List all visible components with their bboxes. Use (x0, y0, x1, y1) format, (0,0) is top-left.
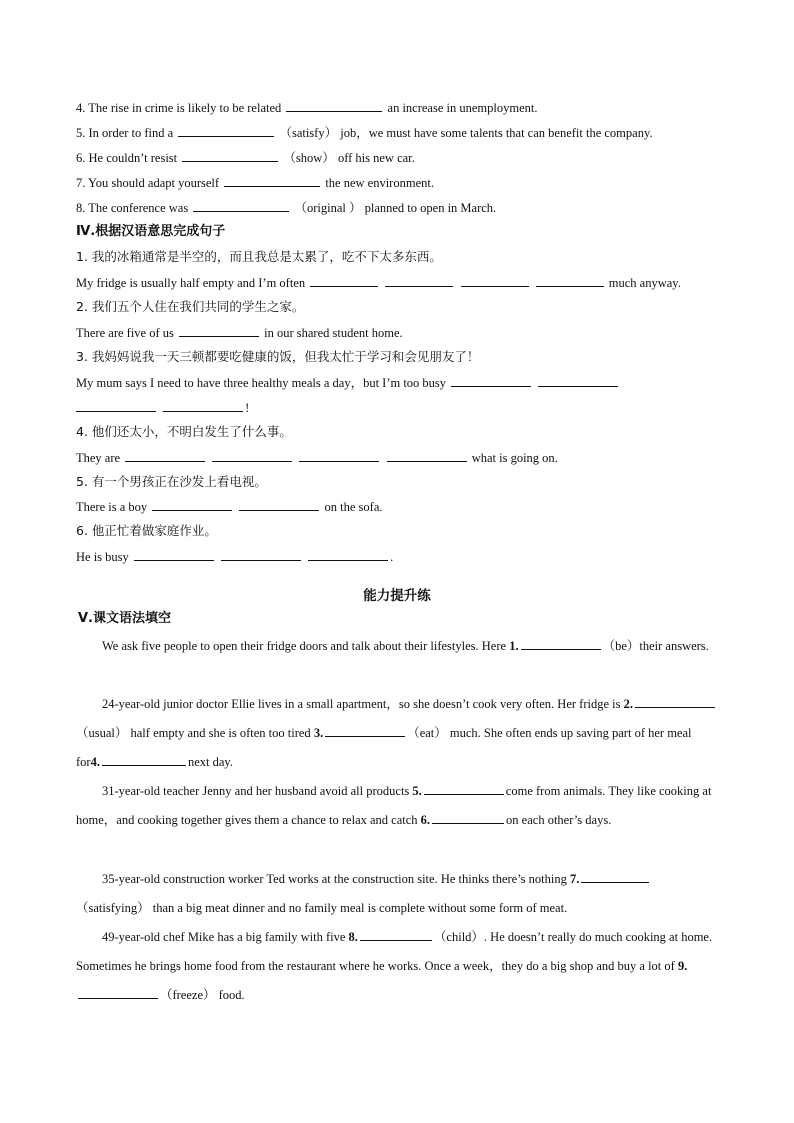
sentence-text: There is a boy (76, 500, 148, 514)
sentence-text: My fridge is usually half empty and I’m often (76, 276, 306, 290)
answer-blank-5[interactable] (424, 782, 504, 795)
answer-blank[interactable] (286, 99, 382, 112)
sentence-text: My mum says I need to have three healthy meals a day，but I’m too busy (76, 376, 447, 390)
question-6-english (76, 548, 393, 565)
passage-text: 24-year-old junior doctor Ellie lives in a small apartment，so she doesn’t cook very often. Her fridge is (102, 697, 621, 711)
word-hint: （original ） (294, 201, 362, 215)
item-text: 8. The conference was (76, 201, 189, 215)
word-hint: （show） (283, 151, 335, 165)
section-heading-4: Ⅳ.根据汉语意思完成句子 (76, 224, 226, 239)
sentence-text: . (390, 550, 394, 564)
answer-blank[interactable] (182, 149, 278, 162)
item-text: off his new car. (337, 151, 415, 165)
answer-blank-7[interactable] (581, 870, 649, 883)
passage-paragraph-2 (76, 690, 718, 778)
passage-text: （child）. He doesn’t really do much cooking at home. Sometimes he brings home food from the restaurant where he works. Once a week，they do a big shop and buy a lot of (76, 930, 713, 974)
item-text: job，we must have some talents that can benefit the company. (340, 126, 653, 140)
passage-paragraph-4 (76, 865, 718, 923)
sentence-text: He is busy (76, 550, 129, 564)
sentence-text: on the sofa. (324, 500, 383, 514)
answer-blank[interactable] (76, 399, 156, 412)
passage-text: （usual） half empty and she is often too tired (76, 726, 311, 741)
question-2-english (76, 324, 403, 341)
passage-text: 49-year-old chef Mike has a big family with five (102, 930, 346, 944)
question-3-chinese: 3. 我妈妈说我一天三顿都要吃健康的饭，但我太忙于学习和会见朋友了！ (76, 349, 480, 364)
answer-blank-3[interactable] (325, 724, 405, 737)
question-4-chinese: 4. 他们还太小，不明白发生了什么事。 (76, 424, 292, 439)
passage-text: 35-year-old construction worker Ted works at the construction site. He thinks there’s nothing (102, 872, 567, 886)
answer-blank-6[interactable] (432, 811, 504, 824)
item-text: planned to open in March. (364, 201, 497, 215)
answer-blank[interactable] (163, 399, 243, 412)
sentence-text: ! (245, 401, 250, 415)
answer-blank[interactable] (310, 274, 378, 287)
answer-blank[interactable] (152, 498, 232, 511)
question-3-english (76, 374, 620, 391)
answer-blank[interactable] (536, 274, 604, 287)
exercise-item-7 (76, 174, 434, 191)
sentence-text: They are (76, 451, 121, 465)
passage-text: come from animals. They like cooking at home，and cooking together gives them a chance to relax and catch (76, 784, 712, 828)
sentence-text: There are five of us (76, 326, 174, 340)
question-2-chinese: 2. 我们五个人住在我们共同的学生之家。 (76, 299, 305, 314)
question-4-english (76, 449, 558, 466)
answer-blank-8[interactable] (360, 928, 432, 941)
answer-blank[interactable] (451, 374, 531, 387)
question-6-chinese: 6. 他正忙着做家庭作业。 (76, 523, 217, 538)
blank-number: 8. (348, 930, 358, 944)
item-text: 7. You should adapt yourself (76, 176, 220, 190)
item-text: 4. The rise in crime is likely to be related (76, 101, 282, 115)
passage-text: We ask five people to open their fridge doors and talk about their lifestyles. Here (102, 639, 507, 653)
item-text: the new environment. (325, 176, 434, 190)
answer-blank[interactable] (461, 274, 529, 287)
passage-paragraph-3 (76, 777, 718, 835)
exercise-item-4 (76, 99, 537, 116)
blank-number: 5. (412, 784, 422, 798)
passage-text: 31-year-old teacher Jenny and her husband avoid all products (102, 784, 410, 798)
passage-text: （be）their answers. (602, 639, 709, 653)
question-1-english (76, 274, 681, 291)
question-5-chinese: 5. 有一个男孩正在沙发上看电视。 (76, 474, 267, 489)
blank-number: 2. (623, 697, 633, 711)
blank-number: 7. (569, 872, 580, 886)
answer-blank[interactable] (134, 548, 214, 561)
exercise-item-6 (76, 149, 415, 166)
answer-blank[interactable] (385, 274, 453, 287)
answer-blank[interactable] (224, 174, 320, 187)
blank-number: 3. (313, 726, 324, 741)
passage-text: （freeze） food. (160, 988, 245, 1003)
item-text: an increase in unemployment. (387, 101, 538, 115)
blank-number: 4. (90, 755, 100, 770)
answer-blank-2[interactable] (635, 695, 715, 708)
answer-blank[interactable] (387, 449, 467, 462)
answer-blank[interactable] (299, 449, 379, 462)
passage-text: （eat） much. She often ends up saving part of her meal for (76, 726, 692, 770)
exercise-item-8 (76, 199, 496, 216)
blank-number: 6. (420, 813, 431, 828)
answer-blank[interactable] (178, 124, 274, 137)
answer-blank[interactable] (179, 324, 259, 337)
passage-paragraph-1 (76, 632, 718, 661)
sentence-text: in our shared student home. (264, 326, 403, 340)
answer-blank[interactable] (193, 199, 289, 212)
answer-blank[interactable] (239, 498, 319, 511)
blank-number: 9. (677, 959, 688, 974)
section-heading-5: Ⅴ.课文语法填空 (78, 611, 171, 626)
question-3-english-cont (76, 399, 249, 416)
sentence-text: what is going on. (471, 451, 558, 465)
item-text: 6. He couldn’t resist (76, 151, 178, 165)
item-text: 5. In order to find a (76, 126, 174, 140)
passage-paragraph-5 (76, 923, 718, 1011)
answer-blank[interactable] (125, 449, 205, 462)
section-title: 能力提升练 (363, 588, 431, 604)
sentence-text: much anyway. (608, 276, 681, 290)
exercise-item-5 (76, 124, 653, 141)
answer-blank-9[interactable] (78, 986, 158, 999)
passage-text: on each other’s days. (506, 813, 612, 828)
answer-blank[interactable] (308, 548, 388, 561)
answer-blank[interactable] (538, 374, 618, 387)
word-hint: （satisfy） (279, 126, 338, 140)
answer-blank-4[interactable] (102, 753, 186, 766)
blank-number: 1. (509, 639, 519, 653)
answer-blank[interactable] (221, 548, 301, 561)
answer-blank[interactable] (212, 449, 292, 462)
passage-text: （satisfying） than a big meat dinner and no family meal is complete without some form of meat. (76, 901, 568, 916)
question-1-chinese: 1. 我的冰箱通常是半空的，而且我总是太累了，吃不下太多东西。 (76, 249, 442, 264)
question-5-english (76, 498, 383, 515)
passage-text: next day. (187, 755, 233, 770)
answer-blank-1[interactable] (521, 637, 601, 650)
